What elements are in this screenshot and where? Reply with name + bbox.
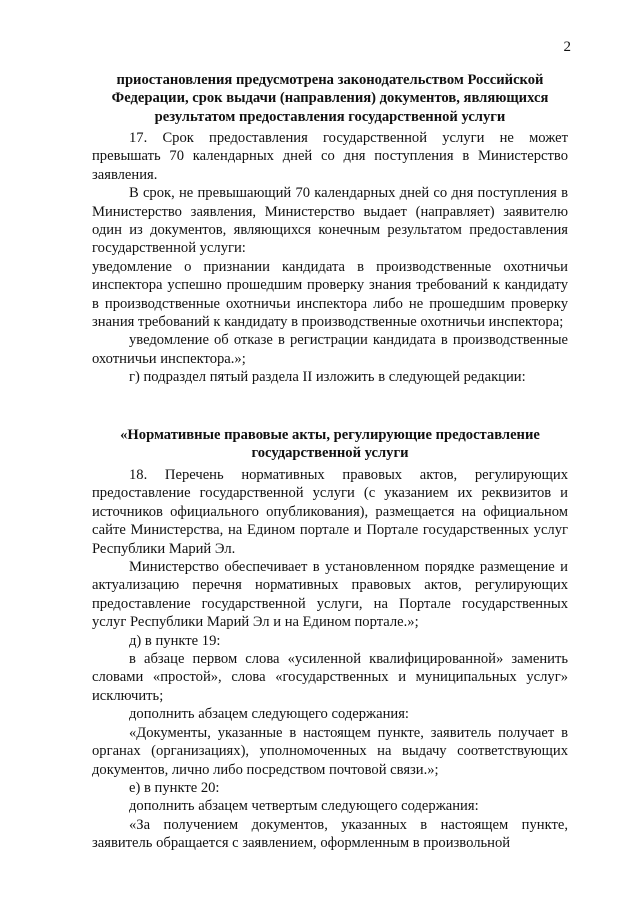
section-heading-continued: приостановления предусмотрена законодательством Российской Федерации, срок выдачи (направления) документов, являющихся результатом предоставления государственной услуги [111,72,549,125]
paragraph-item-e: е) в пункте 20: [129,779,220,796]
page-number: 2 [563,39,571,55]
paragraph-add-fourth-abzac: дополнить абзацем четвертым следующего содержания: [129,798,479,815]
body-block-2 [92,466,568,853]
paragraph-notice-success: уведомление о признании кандидата в производственные охотничьи инспектора успешно прошедшим проверку знания требований к кандидату в производственные охотничьи инспектора либо не прошедшим проверку знания требований к кандидату в производственные охотничьи инспектора; [92,258,568,331]
paragraph-18: 18. Перечень нормативных правовых актов, регулирующих предоставление государственной услуги (с указанием их реквизитов и источников официального опубликования), размещается на официальном сайте Министерства, на Едином портале и Портале государственных услуг Республики Марий Эл. [92,467,568,557]
paragraph-first-abzac: в абзаце первом слова «усиленной квалифицированной» заменить словами «простой», слова «государственных и муниципальных услуг» исключить; [92,651,568,704]
paragraph-receipt-quote: «За получением документов, указанных в настоящем пункте, заявитель обращается с заявлением, оформленным в произвольной [92,816,568,852]
paragraph-item-d: д) в пункте 19: [129,632,221,649]
paragraph-notice-refusal: уведомление об отказе в регистрации кандидата в производственные охотничьи инспектора.»; [92,332,568,367]
paragraph-item-g: г) подраздел пятый раздела II изложить в следующей редакции: [129,369,526,386]
paragraph-add-abzac: дополнить абзацем следующего содержания: [129,706,409,723]
body-block-1 [92,129,568,387]
section-heading-legal-acts: «Нормативные правовые акты, регулирующие предоставление государственной услуги [120,427,540,462]
paragraph-deadline: В срок, не превышающий 70 календарных дней со дня поступления в Министерство заявления, Министерство выдает (направляет) заявителю один из документов, являющихся конечным результатом предоставления государственной услуги: [92,185,568,257]
paragraph-documents-quote: «Документы, указанные в настоящем пункте, заявитель получает в органах (организациях), уполномоченных на выдачу соответствующих документов, лично либо посредством почтовой связи.»; [92,724,568,778]
paragraph-17: 17. Срок предоставления государственной услуги не может превышать 70 календарных дней со дня поступления в Министерство заявления. [92,130,568,183]
paragraph-ministry-publishing: Министерство обеспечивает в установленном порядке размещение и актуализацию перечня нормативных правовых актов, регулирующих предоставление государственной услуги, на Портале государственных услуг Республики Марий Эл и на Едином портале.»; [92,559,568,631]
